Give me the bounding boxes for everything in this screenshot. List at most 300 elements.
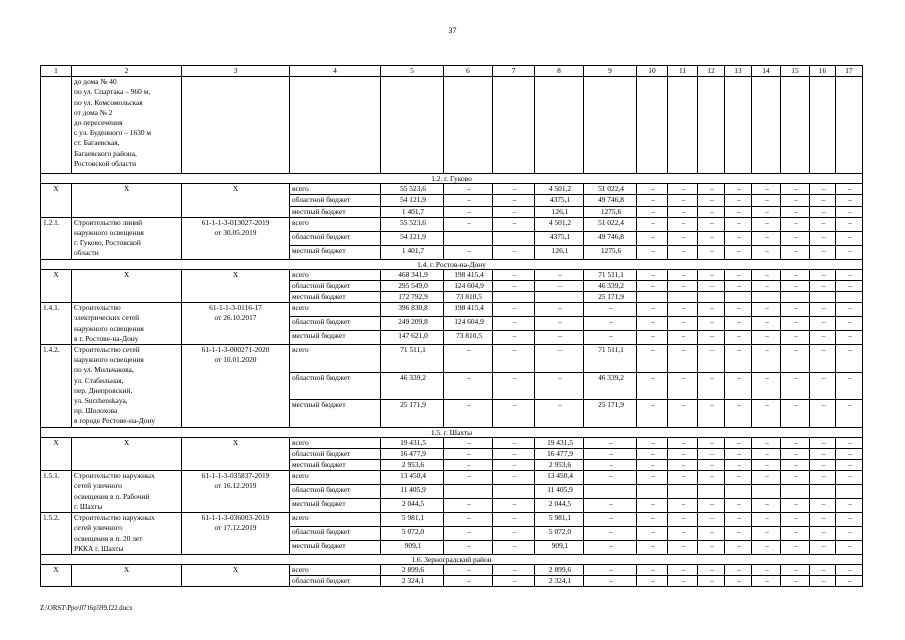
amount-cell bbox=[810, 292, 836, 303]
amount-cell: 11 405,9 bbox=[381, 485, 444, 499]
amount-cell: – bbox=[836, 437, 863, 448]
amount-cell: – bbox=[810, 448, 836, 459]
column-header-6: 6 bbox=[444, 66, 493, 77]
amount-cell: – bbox=[444, 195, 493, 206]
registration-number: 61-1-1-3-000271-2020 от 10.01.2020 bbox=[182, 345, 290, 428]
amount-cell: – bbox=[668, 499, 698, 513]
amount-cell: 126,1 bbox=[535, 206, 584, 217]
amount-cell: – bbox=[752, 576, 781, 587]
amount-cell: 1275,6 bbox=[584, 206, 637, 217]
amount-cell bbox=[493, 485, 535, 499]
amount-cell: 71 511,1 bbox=[584, 269, 637, 280]
object-name: Строительство наружных сетей уличного освещения в п. 20 лет РККА г. Шахты bbox=[72, 513, 182, 555]
amount-cell: – bbox=[781, 372, 810, 400]
amount-cell: 54 121,9 bbox=[381, 231, 444, 245]
amount-cell: – bbox=[810, 331, 836, 345]
table-body bbox=[41, 66, 863, 587]
amount-cell: – bbox=[584, 576, 637, 587]
amount-cell: 172 792,9 bbox=[381, 292, 444, 303]
registration-number: Х bbox=[182, 437, 290, 471]
table-row bbox=[41, 269, 863, 280]
amount-cell: 19 431,5 bbox=[535, 437, 584, 448]
amount-cell: – bbox=[668, 540, 698, 554]
amount-cell: – bbox=[493, 400, 535, 428]
column-header-14: 14 bbox=[752, 66, 781, 77]
amount-cell: – bbox=[752, 195, 781, 206]
amount-cell: – bbox=[752, 564, 781, 575]
funding-source: областной бюджет bbox=[290, 527, 381, 541]
amount-cell: – bbox=[725, 345, 752, 373]
registration-number: 61-1-1-3-013027-2019 от 30.05.2019 bbox=[182, 217, 290, 259]
amount-cell: – bbox=[535, 280, 584, 291]
table-row bbox=[41, 345, 863, 373]
amount-cell: – bbox=[584, 471, 637, 485]
amount-cell: – bbox=[535, 317, 584, 331]
amount-cell: – bbox=[584, 460, 637, 471]
amount-cell: 1 401,7 bbox=[381, 245, 444, 259]
funding-source: всего bbox=[290, 437, 381, 448]
amount-cell: – bbox=[781, 460, 810, 471]
amount-cell: – bbox=[637, 372, 668, 400]
amount-cell: – bbox=[810, 527, 836, 541]
amount-cell: 51 022,4 bbox=[584, 217, 637, 231]
amount-cell: – bbox=[637, 513, 668, 527]
amount-cell: 2 953,6 bbox=[535, 460, 584, 471]
amount-cell: – bbox=[810, 206, 836, 217]
amount-cell: – bbox=[836, 303, 863, 317]
amount-cell: 46 339,2 bbox=[584, 280, 637, 291]
amount-cell: – bbox=[668, 576, 698, 587]
registration-number: 61-1-1-3-035837-2019 от 16.12.2019 bbox=[182, 471, 290, 513]
amount-cell: 4 501,2 bbox=[535, 184, 584, 195]
amount-cell bbox=[752, 485, 781, 499]
amount-cell: – bbox=[668, 400, 698, 428]
amount-cell: – bbox=[810, 471, 836, 485]
amount-cell: – bbox=[668, 195, 698, 206]
column-header-7: 7 bbox=[493, 66, 535, 77]
amount-cell: – bbox=[444, 576, 493, 587]
amount-cell: 249 209,8 bbox=[381, 317, 444, 331]
amount-cell: – bbox=[584, 513, 637, 527]
amount-cell: – bbox=[444, 184, 493, 195]
amount-cell: – bbox=[535, 331, 584, 345]
header-row bbox=[41, 66, 863, 77]
amount-cell: – bbox=[781, 217, 810, 231]
column-header-1: 1 bbox=[41, 66, 72, 77]
amount-cell: – bbox=[584, 564, 637, 575]
amount-cell: – bbox=[637, 437, 668, 448]
amount-cell: – bbox=[668, 206, 698, 217]
amount-cell: – bbox=[810, 317, 836, 331]
amount-cell: – bbox=[781, 576, 810, 587]
amount-cell: – bbox=[668, 471, 698, 485]
amount-cell: – bbox=[668, 280, 698, 291]
amount-cell: – bbox=[698, 303, 725, 317]
amount-cell: – bbox=[584, 499, 637, 513]
amount-cell bbox=[493, 292, 535, 303]
amount-cell: 71 511,1 bbox=[584, 345, 637, 373]
amount-cell: – bbox=[752, 448, 781, 459]
amount-cell: – bbox=[810, 576, 836, 587]
amount-cell: 295 549,0 bbox=[381, 280, 444, 291]
item-code: 1.4.1. bbox=[41, 303, 72, 345]
amount-cell: – bbox=[698, 184, 725, 195]
funding-source: областной бюджет bbox=[290, 280, 381, 291]
amount-cell: 25 171,9 bbox=[584, 400, 637, 428]
amount-cell: – bbox=[584, 527, 637, 541]
amount-cell: – bbox=[637, 280, 668, 291]
amount-cell: – bbox=[668, 269, 698, 280]
cont-object-name: до дома № 40 по ул. Спартака – 960 м, по ул. Комсомольская от дома № 2 до пересечения с ул. Буденного – 1630 м ст. Багаевская, Багаевского района, Ростовской области bbox=[72, 77, 182, 174]
amount-cell: 4375,1 bbox=[535, 231, 584, 245]
amount-cell: – bbox=[781, 499, 810, 513]
amount-cell: 468 341,9 bbox=[381, 269, 444, 280]
amount-cell: – bbox=[698, 437, 725, 448]
file-path-footer: Z:\ORST\Ppo\0716p599.f22.docx bbox=[40, 605, 133, 612]
amount-cell bbox=[698, 292, 725, 303]
amount-cell: – bbox=[781, 345, 810, 373]
amount-cell: – bbox=[725, 448, 752, 459]
amount-cell: – bbox=[725, 245, 752, 259]
table-row bbox=[41, 513, 863, 527]
amount-cell: – bbox=[698, 540, 725, 554]
item-code: Х bbox=[41, 269, 72, 303]
amount-cell: – bbox=[725, 317, 752, 331]
amount-cell: – bbox=[752, 245, 781, 259]
amount-cell: – bbox=[493, 206, 535, 217]
amount-cell: – bbox=[444, 400, 493, 428]
amount-cell: – bbox=[698, 372, 725, 400]
amount-cell: – bbox=[836, 513, 863, 527]
amount-cell: – bbox=[810, 460, 836, 471]
funding-source: местный бюджет bbox=[290, 499, 381, 513]
amount-cell: – bbox=[637, 345, 668, 373]
amount-cell: 2 953,6 bbox=[381, 460, 444, 471]
amount-cell: – bbox=[698, 217, 725, 231]
amount-cell: – bbox=[444, 245, 493, 259]
amount-cell: – bbox=[781, 471, 810, 485]
amount-cell bbox=[584, 485, 637, 499]
item-code: 1.4.2. bbox=[41, 345, 72, 428]
amount-cell: – bbox=[810, 269, 836, 280]
amount-cell: – bbox=[668, 527, 698, 541]
amount-cell: – bbox=[752, 317, 781, 331]
funding-source: местный бюджет bbox=[290, 331, 381, 345]
column-header-15: 15 bbox=[781, 66, 810, 77]
funding-source: местный бюджет bbox=[290, 292, 381, 303]
funding-source: местный бюджет bbox=[290, 460, 381, 471]
amount-cell: – bbox=[781, 400, 810, 428]
amount-cell: – bbox=[781, 564, 810, 575]
funding-source: всего bbox=[290, 471, 381, 485]
amount-cell: – bbox=[493, 184, 535, 195]
amount-cell: 49 746,8 bbox=[584, 231, 637, 245]
amount-cell: – bbox=[752, 460, 781, 471]
amount-cell bbox=[493, 231, 535, 245]
amount-cell: 198 415,4 bbox=[444, 269, 493, 280]
amount-cell: – bbox=[836, 280, 863, 291]
amount-cell: – bbox=[781, 231, 810, 245]
funding-source: всего bbox=[290, 513, 381, 527]
amount-cell: 2 044,5 bbox=[381, 499, 444, 513]
amount-cell: – bbox=[810, 231, 836, 245]
amount-cell: – bbox=[781, 448, 810, 459]
amount-cell: – bbox=[698, 564, 725, 575]
amount-cell: 5 981,1 bbox=[381, 513, 444, 527]
amount-cell: 25 171,9 bbox=[584, 292, 637, 303]
amount-cell: – bbox=[668, 245, 698, 259]
amount-cell: 124 604,9 bbox=[444, 280, 493, 291]
column-header-17: 17 bbox=[836, 66, 863, 77]
amount-cell: – bbox=[668, 345, 698, 373]
amount-cell: – bbox=[668, 217, 698, 231]
object-name: Х bbox=[72, 437, 182, 471]
amount-cell: – bbox=[668, 564, 698, 575]
amount-cell: 909,1 bbox=[381, 540, 444, 554]
object-name: Строительство сетей наружного освещения по ул. Мильчакова, ул. Стабильная, пер. Днепровский, ул. Surzhenskaya, пр. Шолохова в городе Ростове-на-Дону bbox=[72, 345, 182, 428]
item-code: Х bbox=[41, 564, 72, 586]
amount-cell: – bbox=[668, 331, 698, 345]
amount-cell: – bbox=[810, 372, 836, 400]
amount-cell: – bbox=[668, 231, 698, 245]
amount-cell: – bbox=[493, 564, 535, 575]
amount-cell: – bbox=[637, 540, 668, 554]
column-header-8: 8 bbox=[535, 66, 584, 77]
amount-cell: – bbox=[725, 280, 752, 291]
amount-cell: – bbox=[725, 184, 752, 195]
amount-cell: – bbox=[836, 217, 863, 231]
table-row bbox=[41, 303, 863, 317]
amount-cell: – bbox=[493, 471, 535, 485]
section-row bbox=[41, 259, 863, 269]
amount-cell: 13 450,4 bbox=[535, 471, 584, 485]
amount-cell: – bbox=[810, 540, 836, 554]
amount-cell: 73 810,5 bbox=[444, 331, 493, 345]
amount-cell: – bbox=[668, 303, 698, 317]
amount-cell: – bbox=[444, 527, 493, 541]
amount-cell bbox=[836, 485, 863, 499]
amount-cell: – bbox=[698, 527, 725, 541]
amount-cell: – bbox=[752, 184, 781, 195]
amount-cell: 5 072,0 bbox=[535, 527, 584, 541]
amount-cell: – bbox=[836, 245, 863, 259]
amount-cell: – bbox=[493, 499, 535, 513]
amount-cell: – bbox=[637, 303, 668, 317]
amount-cell: – bbox=[698, 280, 725, 291]
amount-cell: – bbox=[836, 460, 863, 471]
amount-cell: – bbox=[725, 195, 752, 206]
funding-source: областной бюджет bbox=[290, 231, 381, 245]
funding-source: областной бюджет bbox=[290, 448, 381, 459]
amount-cell: – bbox=[752, 437, 781, 448]
amount-cell: – bbox=[725, 206, 752, 217]
amount-cell: – bbox=[444, 217, 493, 231]
amount-cell: – bbox=[698, 206, 725, 217]
amount-cell: – bbox=[752, 345, 781, 373]
funding-source: областной бюджет bbox=[290, 317, 381, 331]
amount-cell: 5 072,0 bbox=[381, 527, 444, 541]
amount-cell: – bbox=[725, 372, 752, 400]
amount-cell: 2 044,5 bbox=[535, 499, 584, 513]
amount-cell: – bbox=[668, 437, 698, 448]
amount-cell bbox=[698, 485, 725, 499]
column-header-2: 2 bbox=[72, 66, 182, 77]
amount-cell: – bbox=[493, 576, 535, 587]
table-row bbox=[41, 564, 863, 575]
item-code: Х bbox=[41, 184, 72, 218]
amount-cell bbox=[781, 292, 810, 303]
amount-cell: 4 501,2 bbox=[535, 217, 584, 231]
budget-table bbox=[40, 65, 863, 587]
amount-cell: – bbox=[836, 448, 863, 459]
funding-source: всего bbox=[290, 564, 381, 575]
amount-cell: – bbox=[725, 437, 752, 448]
amount-cell: 25 171,9 bbox=[381, 400, 444, 428]
amount-cell bbox=[668, 292, 698, 303]
amount-cell: – bbox=[725, 303, 752, 317]
amount-cell: – bbox=[668, 184, 698, 195]
amount-cell: – bbox=[725, 231, 752, 245]
item-code: Х bbox=[41, 437, 72, 471]
amount-cell bbox=[668, 485, 698, 499]
amount-cell: – bbox=[781, 245, 810, 259]
amount-cell: – bbox=[668, 317, 698, 331]
amount-cell: – bbox=[637, 231, 668, 245]
column-header-12: 12 bbox=[698, 66, 725, 77]
amount-cell: – bbox=[637, 206, 668, 217]
amount-cell: 54 121,9 bbox=[381, 195, 444, 206]
amount-cell: – bbox=[444, 513, 493, 527]
amount-cell: – bbox=[444, 437, 493, 448]
amount-cell: – bbox=[493, 372, 535, 400]
amount-cell: – bbox=[725, 576, 752, 587]
amount-cell: – bbox=[668, 372, 698, 400]
amount-cell bbox=[781, 485, 810, 499]
table-row bbox=[41, 437, 863, 448]
amount-cell: – bbox=[493, 437, 535, 448]
amount-cell: 4375,1 bbox=[535, 195, 584, 206]
amount-cell: 71 511,1 bbox=[381, 345, 444, 373]
amount-cell bbox=[637, 292, 668, 303]
amount-cell: – bbox=[637, 460, 668, 471]
amount-cell: – bbox=[637, 527, 668, 541]
amount-cell: – bbox=[698, 345, 725, 373]
amount-cell: – bbox=[698, 513, 725, 527]
amount-cell: 49 746,8 bbox=[584, 195, 637, 206]
amount-cell: – bbox=[752, 331, 781, 345]
amount-cell: – bbox=[493, 460, 535, 471]
amount-cell: – bbox=[810, 280, 836, 291]
amount-cell bbox=[810, 485, 836, 499]
amount-cell: – bbox=[752, 471, 781, 485]
amount-cell: – bbox=[444, 206, 493, 217]
amount-cell: – bbox=[493, 280, 535, 291]
amount-cell: – bbox=[444, 460, 493, 471]
amount-cell: – bbox=[725, 471, 752, 485]
amount-cell: – bbox=[725, 527, 752, 541]
amount-cell: – bbox=[493, 331, 535, 345]
amount-cell: – bbox=[810, 499, 836, 513]
amount-cell: – bbox=[810, 437, 836, 448]
amount-cell: – bbox=[444, 540, 493, 554]
amount-cell: – bbox=[836, 372, 863, 400]
amount-cell: – bbox=[810, 184, 836, 195]
amount-cell: – bbox=[836, 576, 863, 587]
column-header-9: 9 bbox=[584, 66, 637, 77]
amount-cell: – bbox=[810, 400, 836, 428]
amount-cell bbox=[535, 292, 584, 303]
amount-cell: – bbox=[781, 513, 810, 527]
registration-number: Х bbox=[182, 564, 290, 586]
amount-cell: – bbox=[781, 317, 810, 331]
amount-cell: – bbox=[810, 513, 836, 527]
amount-cell: – bbox=[584, 448, 637, 459]
amount-cell: – bbox=[535, 345, 584, 373]
amount-cell: – bbox=[444, 448, 493, 459]
amount-cell: – bbox=[637, 245, 668, 259]
amount-cell: – bbox=[725, 564, 752, 575]
funding-source: областной бюджет bbox=[290, 372, 381, 400]
amount-cell: – bbox=[584, 303, 637, 317]
amount-cell: 1275,6 bbox=[584, 245, 637, 259]
amount-cell: 73 810,5 bbox=[444, 292, 493, 303]
amount-cell: – bbox=[698, 231, 725, 245]
object-name: Строительство электрических сетей наружного освещения в г. Ростове-на-Дону bbox=[72, 303, 182, 345]
amount-cell: – bbox=[668, 513, 698, 527]
amount-cell: – bbox=[493, 195, 535, 206]
column-header-11: 11 bbox=[668, 66, 698, 77]
amount-cell: – bbox=[752, 513, 781, 527]
item-code: 1.2.1. bbox=[41, 217, 72, 259]
amount-cell: – bbox=[493, 513, 535, 527]
amount-cell: – bbox=[698, 331, 725, 345]
amount-cell: – bbox=[725, 540, 752, 554]
funding-source: всего bbox=[290, 303, 381, 317]
amount-cell: – bbox=[781, 184, 810, 195]
amount-cell: 2 899,6 bbox=[381, 564, 444, 575]
amount-cell: – bbox=[810, 195, 836, 206]
amount-cell bbox=[637, 485, 668, 499]
amount-cell: 126,1 bbox=[535, 245, 584, 259]
object-name: Х bbox=[72, 184, 182, 218]
item-code: 1.5.1. bbox=[41, 471, 72, 513]
amount-cell: 147 621,0 bbox=[381, 331, 444, 345]
amount-cell: – bbox=[810, 217, 836, 231]
amount-cell: – bbox=[584, 437, 637, 448]
funding-source: всего bbox=[290, 184, 381, 195]
amount-cell: – bbox=[698, 245, 725, 259]
amount-cell: – bbox=[493, 540, 535, 554]
amount-cell: – bbox=[637, 217, 668, 231]
amount-cell: – bbox=[836, 231, 863, 245]
amount-cell: 2 324,1 bbox=[535, 576, 584, 587]
amount-cell: – bbox=[698, 400, 725, 428]
section-title: 1.5. г. Шахты bbox=[41, 427, 863, 437]
amount-cell: 1 401,7 bbox=[381, 206, 444, 217]
amount-cell bbox=[752, 292, 781, 303]
amount-cell bbox=[725, 292, 752, 303]
amount-cell: – bbox=[752, 231, 781, 245]
amount-cell: – bbox=[493, 527, 535, 541]
amount-cell: – bbox=[781, 280, 810, 291]
amount-cell: – bbox=[836, 471, 863, 485]
amount-cell: – bbox=[637, 269, 668, 280]
amount-cell: – bbox=[752, 303, 781, 317]
object-name: Строительство линий наружного освещения г. Гуково, Ростовской области bbox=[72, 217, 182, 259]
amount-cell: – bbox=[584, 540, 637, 554]
amount-cell: – bbox=[836, 345, 863, 373]
amount-cell: – bbox=[698, 499, 725, 513]
